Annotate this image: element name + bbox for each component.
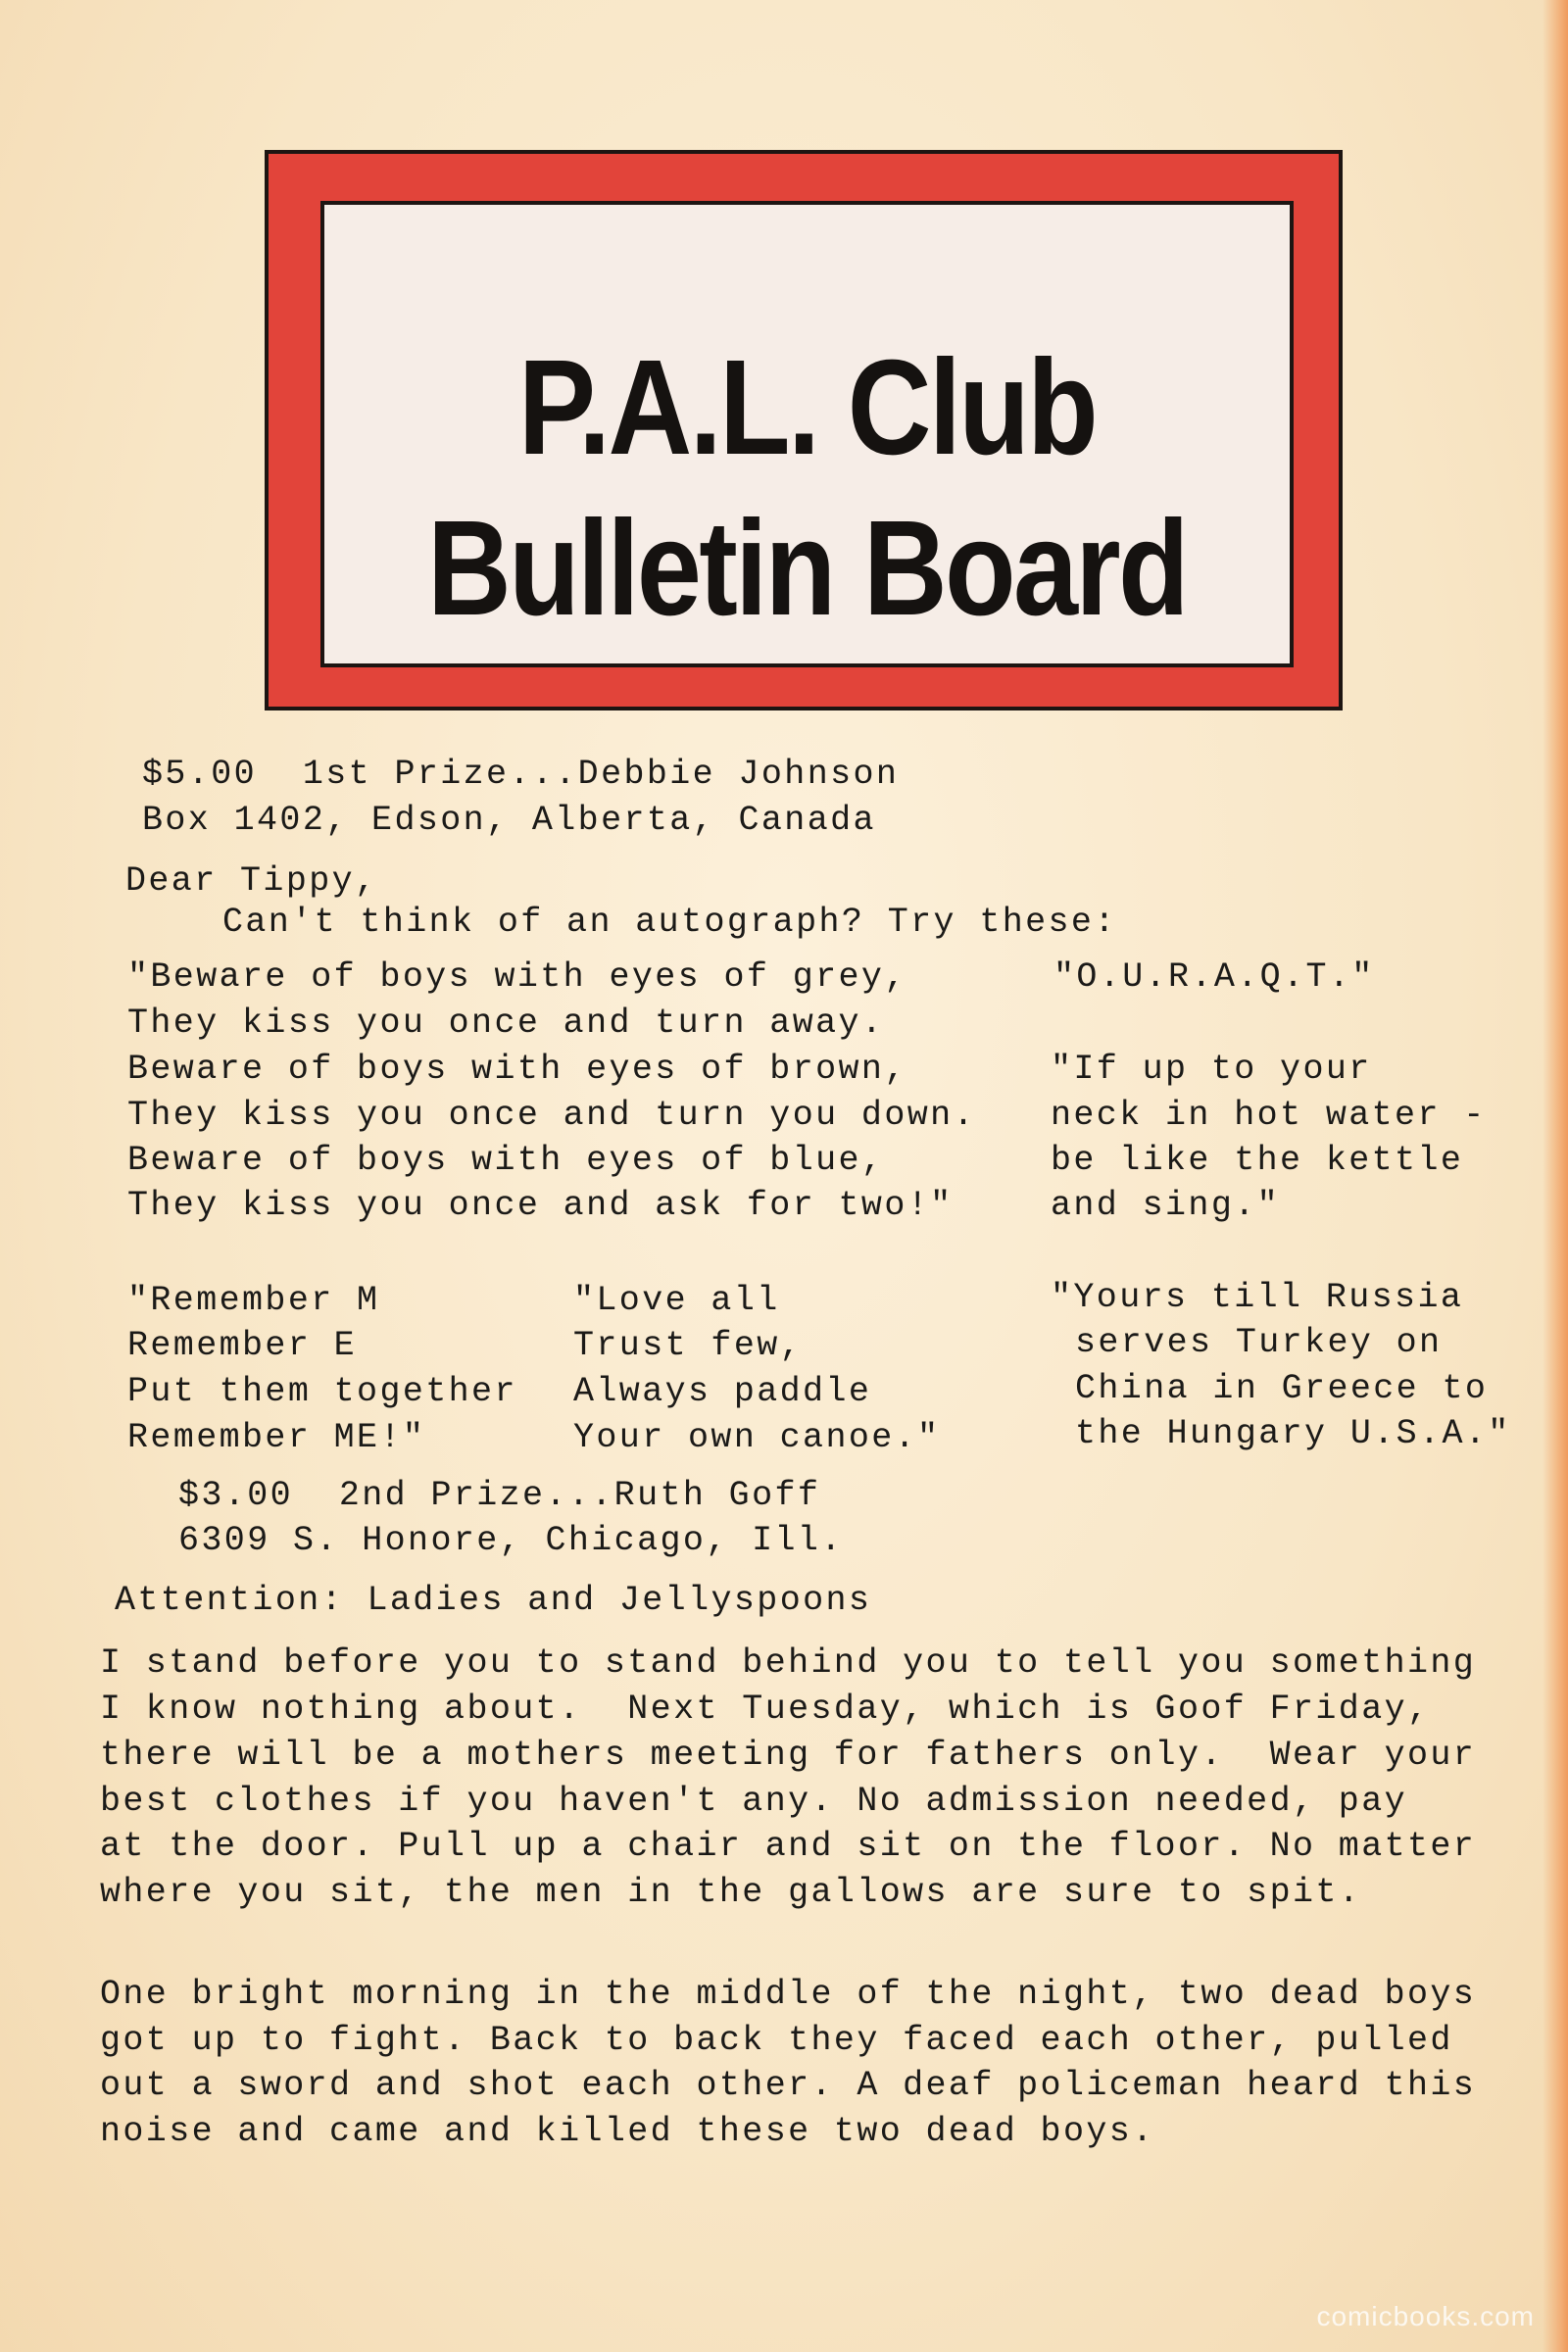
kettle-line: and sing."	[1051, 1186, 1281, 1225]
poem-eyes-line: Beware of boys with eyes of brown,	[127, 1050, 907, 1089]
watermark-text: comicbooks.com	[1316, 2301, 1535, 2331]
first-prize-address: Box 1402, Edson, Alberta, Canada	[142, 801, 876, 840]
bulletin-board-header	[265, 150, 1343, 710]
paragraph1-line: where you sit, the men in the gallows are sure to spit.	[100, 1873, 1362, 1912]
paragraph1-line: I stand before you to stand behind you to tell you something	[100, 1643, 1477, 1683]
first-prize-line1: $5.00 1st Prize...Debbie Johnson	[142, 755, 900, 794]
russia-line: serves Turkey on	[1075, 1323, 1443, 1362]
poem-eyes-line: They kiss you once and turn away.	[127, 1004, 885, 1043]
letter-salutation: Dear Tippy,	[125, 861, 378, 901]
love-all-line: "Love all	[573, 1281, 780, 1320]
love-all-line: Your own canoe."	[573, 1418, 941, 1457]
kettle-line: neck in hot water -	[1051, 1096, 1487, 1135]
remember-line: "Remember M	[127, 1281, 380, 1320]
paragraph1-line: best clothes if you haven't any. No admission needed, pay	[100, 1782, 1407, 1821]
russia-line: "Yours till Russia	[1051, 1278, 1464, 1317]
kettle-line: be like the kettle	[1051, 1141, 1464, 1180]
russia-line: China in Greece to	[1075, 1369, 1489, 1408]
love-all-line: Always paddle	[573, 1372, 872, 1411]
remember-line: Remember ME!"	[127, 1418, 426, 1457]
remember-line: Remember E	[127, 1326, 358, 1365]
paragraph2-line: noise and came and killed these two dead boys.	[100, 2112, 1155, 2151]
kettle-line: "If up to your	[1051, 1050, 1372, 1089]
poem-eyes-line: "Beware of boys with eyes of grey,	[127, 957, 907, 997]
letter-intro: Can't think of an autograph? Try these:	[222, 903, 1117, 942]
love-all-line: Trust few,	[573, 1326, 804, 1365]
second-prize-line1: $3.00 2nd Prize...Ruth Goff	[178, 1476, 821, 1515]
russia-line: the Hungary U.S.A."	[1075, 1414, 1511, 1453]
paragraph2-line: out a sword and shot each other. A deaf policeman heard this	[100, 2066, 1477, 2105]
paragraph1-line: I know nothing about. Next Tuesday, which is Goof Friday,	[100, 1690, 1431, 1729]
paragraph2-line: got up to fight. Back to back they faced each other, pulled	[100, 2021, 1453, 2060]
poem-eyes-line: Beware of boys with eyes of blue,	[127, 1141, 885, 1180]
poem-eyes-line: They kiss you once and ask for two!"	[127, 1186, 954, 1225]
second-prize-address: 6309 S. Honore, Chicago, Ill.	[178, 1521, 844, 1560]
header-title-line2: Bulletin Board	[427, 493, 1187, 644]
paragraph2-line: One bright morning in the middle of the night, two dead boys	[100, 1975, 1477, 2014]
paragraph1-line: there will be a mothers meeting for fathers only. Wear your	[100, 1736, 1477, 1775]
remember-line: Put them together	[127, 1372, 517, 1411]
ouraqt-autograph: "O.U.R.A.Q.T."	[1054, 957, 1375, 997]
header-title-line1: P.A.L. Club	[517, 332, 1097, 483]
poem-eyes-line: They kiss you once and turn you down.	[127, 1096, 976, 1135]
page-edge-shading	[1543, 0, 1568, 2352]
header-inner-panel	[320, 201, 1294, 667]
attention-heading: Attention: Ladies and Jellyspoons	[115, 1581, 872, 1620]
paragraph1-line: at the door. Pull up a chair and sit on the floor. No matter	[100, 1827, 1477, 1866]
